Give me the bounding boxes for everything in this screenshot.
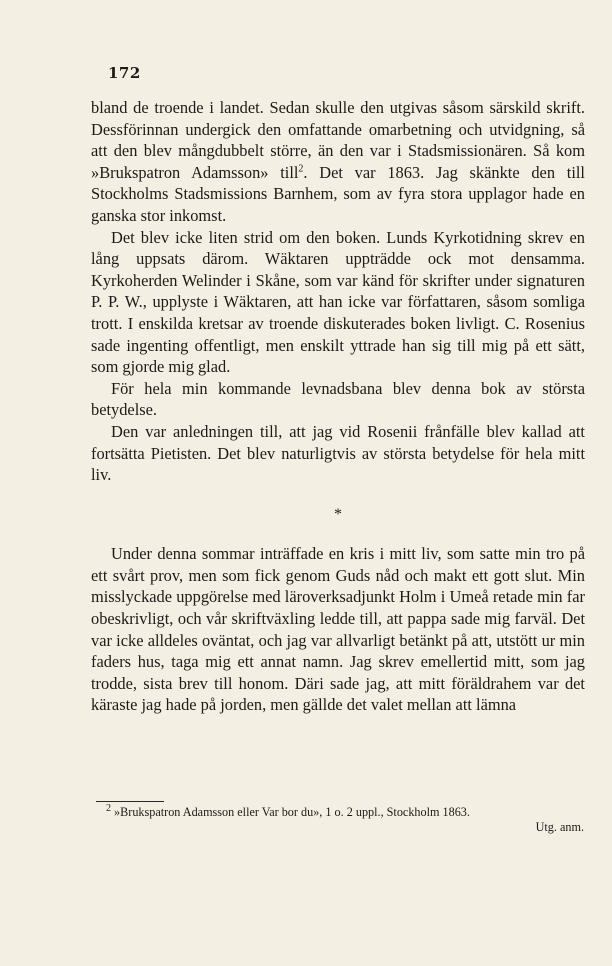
footnote-divider [96, 801, 164, 802]
footnote-line [106, 802, 586, 820]
body-text [91, 97, 585, 716]
footnote-marker: 2 [106, 802, 111, 814]
paragraph-text: . Det var 1863. Jag skänkte den till Stockholms Stadsmissions Barnhem, som av fyra stora upplagor hade en ganska stor inkomst. [91, 162, 585, 225]
paragraph: Det blev icke liten strid om den boken. Lunds Kyrkotidning skrev en lång uppsats därom. Wäktaren uppträdde ock mot densamma. Kyrkoherden Welinder i Skåne, som var känd för skrifter under signaturen P. P. W., upplyste i Wäktaren, att han icke var författaren, såsom somliga trott. I enskilda kretsar av troende diskuterades boken livligt. C. Rosenius sade ingenting offentligt, men enskilt yttrade han sig till mig på ett sätt, som gjorde mig glad. [91, 227, 585, 377]
footnote-text: »Brukspatron Adamsson eller Var bor du», 1 o. 2 uppl., Stockholm 1863. [111, 805, 470, 819]
footnote [106, 802, 586, 835]
paragraph-text: bland de troende i landet. Sedan skulle den utgivas såsom särskild skrift. Dessförinnan undergick den omfattande omarbetning och utvidgning, så att den blev mångdubbelt större, än den var i Stadsmissionären. Så kom »Brukspatron Adamsson» till [91, 98, 585, 182]
paragraph: För hela min kommande levnadsbana blev denna bok av största betydelse. [91, 378, 585, 420]
footnote-reference: 2 [298, 163, 304, 175]
paragraph [91, 97, 585, 227]
section-separator: * [334, 505, 342, 523]
paragraph: Under denna sommar inträffade en kris i mitt liv, som satte min tro på ett svårt prov, men som fick genom Guds nåd och makt ett gott slut. Min misslyckade uppgörelse med läroverksadjunkt Holm i Umeå retade min far obeskrivligt, och vår skriftväxling ledde till, att pappa sade mig farväl. Det var icke alldeles oväntat, och jag var allvarligt betänkt på att, utstött ur min faders hus, taga mig ett annat namn. Jag skrev emellertid mitt, som jag trodde, sista brev till honom. Däri sade jag, att mitt föräldrahem var det käraste jag hade på jorden, men gällde det valet mellan att lämna [91, 544, 585, 715]
footnote-signature: Utg. anm. [535, 820, 584, 834]
page-number: 172 [108, 64, 141, 82]
paragraph: Den var anledningen till, att jag vid Rosenii frånfälle blev kallad att fortsätta Pietisten. Det blev naturligtvis av största betydelse för hela mitt liv. [91, 421, 585, 485]
